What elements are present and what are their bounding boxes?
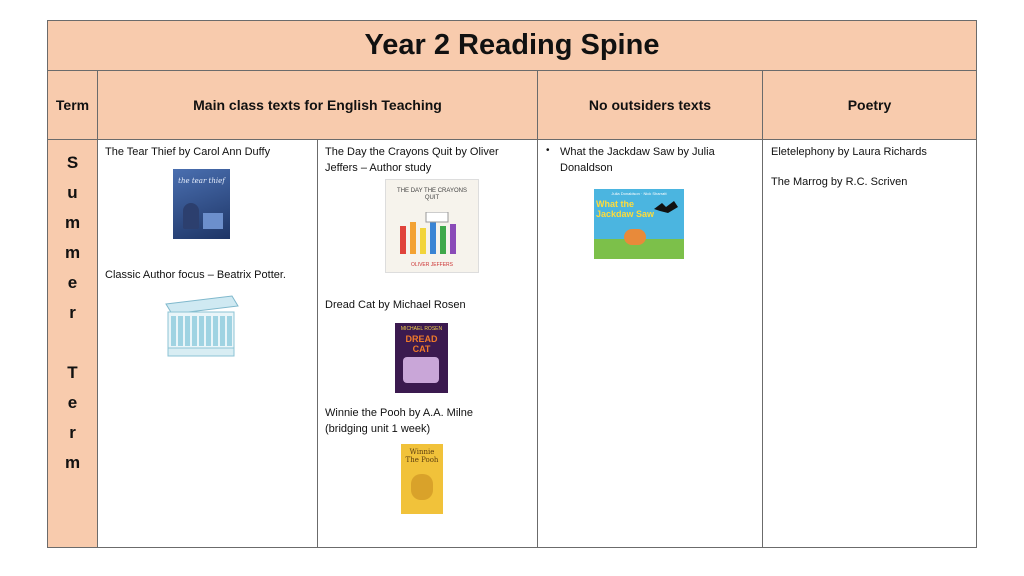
crayons-quit-cover-image xyxy=(385,179,479,273)
poem-eletelephony: Eletelephony by Laura Richards xyxy=(771,146,927,158)
page-title: Year 2 Reading Spine xyxy=(47,20,977,71)
main-texts-column-b xyxy=(317,139,538,548)
term-letter: m xyxy=(64,453,81,472)
term-letter: r xyxy=(69,303,76,322)
dread-cat-cover-image xyxy=(395,323,448,393)
tear-thief-cover-image xyxy=(173,169,230,239)
term-cell xyxy=(47,139,98,548)
bullet: • xyxy=(546,145,550,156)
cover-author: OLIVER JEFFERS xyxy=(411,262,453,268)
main-texts-column-a xyxy=(97,139,318,548)
cover-title: DREAD CAT xyxy=(405,334,438,354)
beatrix-potter-boxset-image xyxy=(162,290,240,360)
cover-authors: Julia Donaldson · Nick Sharratt xyxy=(611,191,667,196)
term-letter: u xyxy=(67,183,78,202)
cover-title: Winnie The Pooh xyxy=(405,448,439,464)
no-outsiders-column xyxy=(537,139,763,548)
header-main-texts: Main class texts for English Teaching xyxy=(97,70,538,140)
cover-author: MICHAEL ROSEN xyxy=(400,326,443,332)
term-letter: e xyxy=(67,273,78,292)
header-poetry: Poetry xyxy=(762,70,977,140)
book-winnie-pooh-line2: (bridging unit 1 week) xyxy=(325,423,431,435)
cover-title: THE DAY THE CRAYONS QUIT xyxy=(397,188,467,201)
book-tear-thief: The Tear Thief by Carol Ann Duffy xyxy=(105,146,271,158)
header-no-outsiders: No outsiders texts xyxy=(537,70,763,140)
winnie-pooh-cover-image xyxy=(401,444,443,514)
term-letter: m xyxy=(64,243,81,262)
beatrix-potter-focus: Classic Author focus – Beatrix Potter. xyxy=(105,269,286,281)
term-letter: e xyxy=(67,393,78,412)
poetry-column xyxy=(762,139,977,548)
cover-title: the tear thief xyxy=(178,177,225,185)
poem-the-marrog: The Marrog by R.C. Scriven xyxy=(771,176,908,188)
book-crayons-quit-line1: The Day the Crayons Quit by Oliver xyxy=(325,146,499,158)
header-term: Term xyxy=(47,70,98,140)
term-letter: m xyxy=(64,213,81,232)
book-winnie-pooh-line1: Winnie the Pooh by A.A. Milne xyxy=(325,407,473,419)
jackdaw-saw-cover-image xyxy=(594,189,684,259)
cover-title: What the Jackdaw Saw xyxy=(596,199,655,219)
book-jackdaw-line1: What the Jackdaw Saw by Julia xyxy=(560,146,715,158)
term-letter: T xyxy=(67,363,78,382)
term-letter: S xyxy=(66,153,79,172)
book-jackdaw-line2: Donaldson xyxy=(560,162,613,174)
book-crayons-quit-line2: Jeffers – Author study xyxy=(325,162,432,174)
book-dread-cat: Dread Cat by Michael Rosen xyxy=(325,299,466,311)
term-letter: r xyxy=(69,423,76,442)
